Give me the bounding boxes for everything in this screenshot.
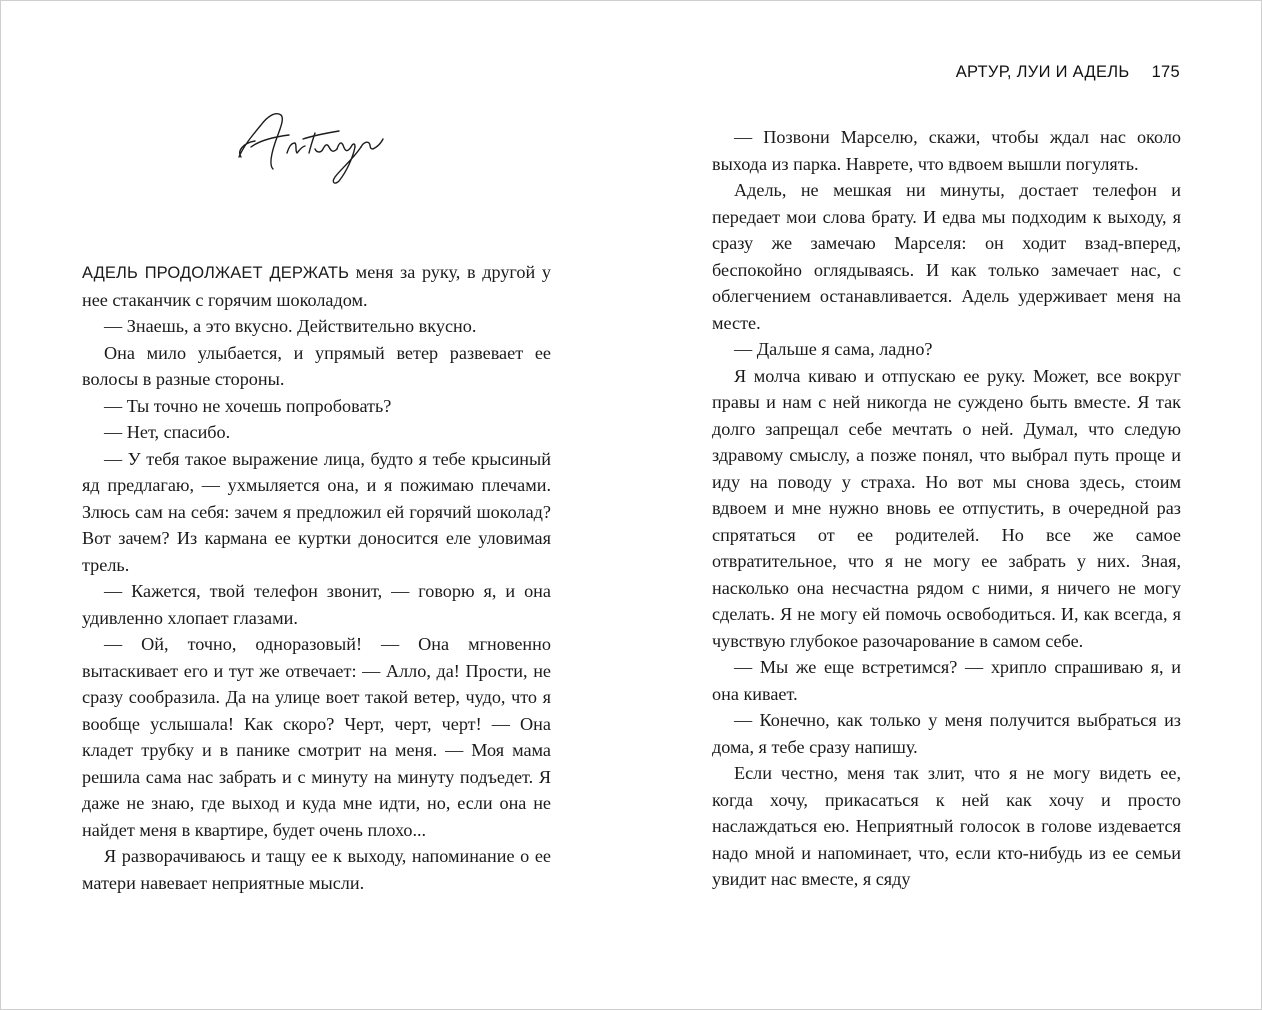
paragraph: — Конечно, как только у меня получится выбраться из дома, я тебе сразу напишу. xyxy=(712,710,1181,757)
paragraph: — Нет, спасибо. xyxy=(104,422,231,442)
paragraph: — Знаешь, а это вкусно. Действительно вкусно. xyxy=(104,316,477,336)
handwritten-signature-icon xyxy=(229,97,389,197)
right-text-column xyxy=(712,124,1181,893)
paragraph: — Ты точно не хочешь попробовать? xyxy=(104,395,392,416)
paragraph: — Мы же еще встретимся? — хрипло спрашиваю я, и она кивает. xyxy=(712,657,1181,704)
paragraph: — Позвони Марселю, скажи, чтобы ждал нас около выхода из парка. Наврете, что вдвоем вышли погулять. xyxy=(712,127,1181,174)
left-text-column xyxy=(82,259,551,896)
page-number: 175 xyxy=(1151,63,1180,81)
paragraph: Я молча киваю и отпускаю ее руку. Может, все вокруг правы и нам с ней никогда не суждено быть вместе. Я так долго запрещал себе мечтать о ней. Думал, что следую здравому смыслу, а позже понял, что выбрал путь проще и иду на поводу у страха. Но вот мы снова здесь, стоим вдвоем и мне нужно вновь ее отпустить, в очередной раз спрятаться от ее родителей. Но все же самое отвратительное, что я не могу ее забрать у них. Зная, насколько она несчастна рядом с ними, я ничего не могу сделать. Я не могу ей помочь освободиться. И, как всегда, я чувствую глубокое разочарование в самом себе. xyxy=(712,365,1181,651)
lead-in-smallcaps: АДЕЛЬ ПРОДОЛЖАЕТ ДЕРЖАТЬ xyxy=(82,264,350,282)
paragraph: Она мило улыбается, и упрямый ветер развевает ее волосы в разные стороны. xyxy=(82,342,551,389)
paragraph: Если честно, меня так злит, что я не могу видеть ее, когда хочу, прикасаться к ней как хочу и просто наслаждаться ею. Неприятный голосок в голове издевается надо мной и напоминает, что, если кто-нибудь из ее семьи увидит нас вместе, я сяду xyxy=(712,763,1181,889)
paragraph: Адель, не мешкая ни минуты, достает телефон и передает мои слова брату. И едва мы подходим к выходу, я сразу же замечаю Марселя: он ходит взад-вперед, беспокойно оглядываясь. И как только замечает нас, с облегчением останавливается. Адель удерживает меня на месте. xyxy=(712,180,1181,333)
opening-paragraph-text: меня за руку, в другой у нее стаканчик с горячим шоколадом. xyxy=(82,262,551,310)
running-head xyxy=(956,63,1180,82)
running-head-title: АРТУР, ЛУИ И АДЕЛЬ xyxy=(955,63,1130,81)
paragraph: — Кажется, твой телефон звонит, — говорю я, и она удивленно хлопает глазами. xyxy=(82,581,551,628)
paragraph: — Ой, точно, одноразовый! — Она мгновенно вытаскивает его и тут же отвечает: — Алло, да! Прости, не сразу сообразила. Да на улице воет такой ветер, чудо, что я вообще услышала! Как скоро? Черт, черт, черт! — Она кладет трубку и в панике смотрит на меня. — Моя мама решила сама нас забрать и с минуту на минуту подъедет. Я даже не знаю, где выход и куда мне идти, но, если она не найдет меня в квартире, будет очень плохо... xyxy=(82,634,551,840)
paragraph: — У тебя такое выражение лица, будто я тебе крысиный яд предлагаю, — ухмыляется она, и я пожимаю плечами. Злюсь сам на себя: зачем я предложил ей горячий шоколад? Вот зачем? Из кармана ее куртки доносится еле уловимая трель. xyxy=(82,448,551,575)
paragraph: — Дальше я сама, ладно? xyxy=(734,339,933,359)
right-page xyxy=(632,1,1261,1009)
opening-paragraph xyxy=(82,259,551,313)
left-page xyxy=(1,1,632,1009)
paragraph: Я разворачиваюсь и тащу ее к выходу, напоминание о ее матери навевает неприятные мысли. xyxy=(82,846,551,893)
